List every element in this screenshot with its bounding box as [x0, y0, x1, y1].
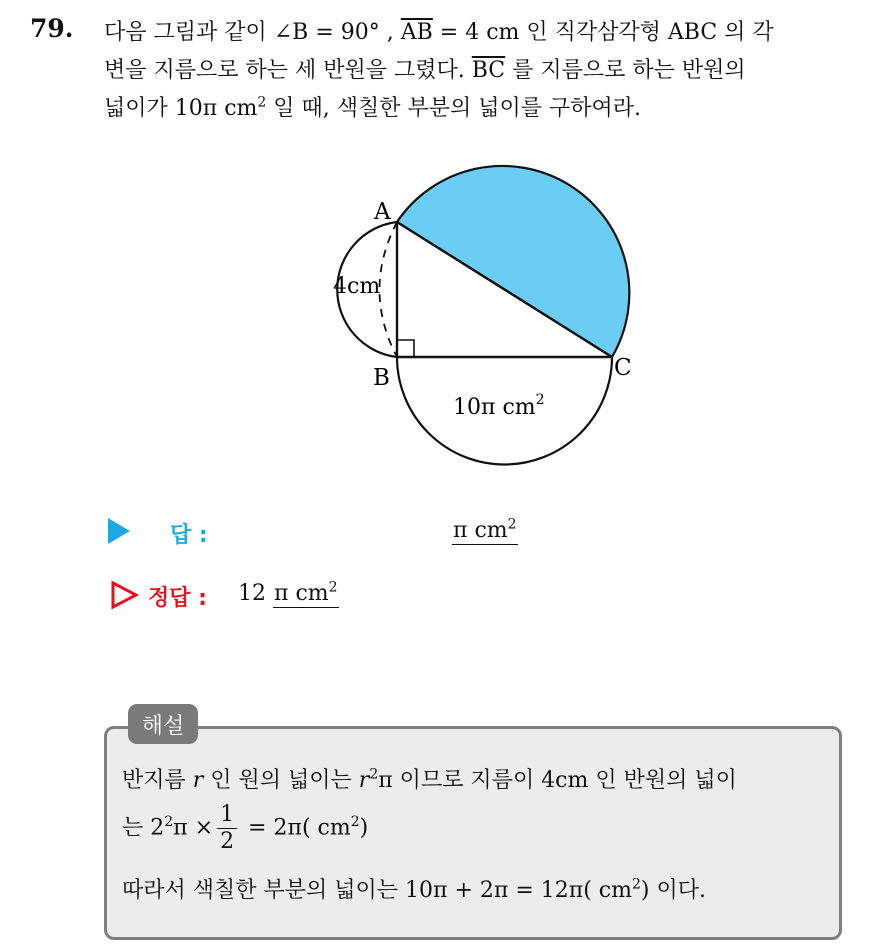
segment-bc: $\overline{BC}$ [471, 58, 506, 83]
exp-l2-c: = 2π( cm [241, 815, 351, 841]
exp-l1-a: 반지름 [122, 768, 193, 793]
correct-unit-base: π cm [274, 581, 329, 606]
exp-l2-a: 는 2 [122, 815, 165, 841]
answer-blank-unit[interactable] [452, 518, 518, 545]
exp-l1-r2: r [358, 768, 370, 793]
exp-l2-d: ) [359, 815, 369, 841]
explanation-tab: 해설 [128, 704, 198, 744]
question-line-2-rest: 를 지름으로 하는 반원의 [505, 58, 746, 83]
fraction-one-half [217, 802, 237, 855]
fraction-denominator: 2 [220, 829, 235, 854]
shaded-semicircle-ac [397, 166, 629, 357]
vertex-label-a: A [374, 199, 391, 225]
dashed-arc [380, 222, 398, 357]
exp-l1-sup: 2 [369, 766, 379, 783]
answer-marker-icon [108, 518, 130, 544]
question-line-1-start: 다음 그림과 같이 ∠B = 90° , [104, 20, 401, 45]
correct-unit [273, 581, 339, 608]
right-angle-mark [397, 340, 414, 357]
explanation-line-1 [122, 763, 737, 794]
fraction-numerator: 1 [217, 802, 237, 829]
correct-label: 정답 : [148, 586, 207, 611]
exp-l2-b: π × [173, 815, 214, 841]
correct-marker-icon [110, 580, 140, 610]
question-line-3-start: 넓이가 10π cm [104, 96, 258, 121]
area-label-sup: 2 [535, 392, 545, 408]
exp-l3-a: 따라서 색칠한 부분의 넓이는 10π + 2π = 12π( cm [122, 878, 632, 903]
exp-l1-r: r [192, 768, 204, 793]
question-line-1-rest: = 4 cm 인 직각삼각형 ABC 의 각 [432, 20, 774, 45]
answer-unit-base: π cm [453, 518, 508, 543]
area-label-base: 10π cm [453, 395, 536, 420]
exp-l3-sup: 2 [631, 876, 641, 893]
segment-ab: $\overline{AB}$ [400, 20, 433, 45]
question-line-2-start: 변을 지름으로 하는 세 반원을 그렸다. [104, 58, 472, 83]
correct-value-row [238, 581, 339, 608]
question-line-3-sup: 2 [257, 94, 267, 111]
vertex-label-c: C [614, 355, 632, 381]
answer-unit-sup: 2 [507, 516, 517, 533]
answer-label: 답 : [170, 523, 208, 548]
question-line-3-rest: 일 때, 색칠한 부분의 넓이를 구하여라. [266, 96, 642, 121]
correct-unit-sup: 2 [328, 579, 338, 596]
exp-l3-b: ) 이다. [640, 878, 706, 903]
semicircle-bc-area-label [453, 392, 545, 420]
question-number: 79. [30, 14, 74, 43]
exp-l1-c: π 이므로 지름이 4cm 인 반원의 넓이 [378, 768, 737, 793]
side-ab-length-label: 4cm [333, 274, 381, 299]
explanation-line-3 [122, 873, 706, 904]
correct-value: 12 [238, 581, 266, 606]
exp-l2-sup2: 2 [350, 814, 360, 831]
explanation-line-2 [122, 802, 368, 855]
exp-l2-sup: 2 [164, 814, 174, 831]
vertex-label-b: B [373, 365, 390, 391]
exp-l1-b: 인 원의 넓이는 [203, 768, 359, 793]
